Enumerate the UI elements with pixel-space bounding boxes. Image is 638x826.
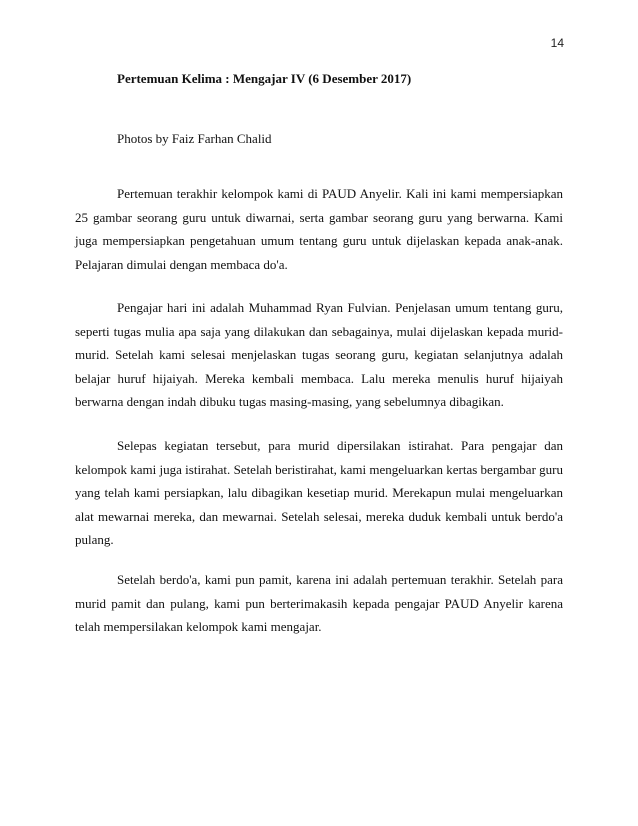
page-number: 14 bbox=[550, 36, 564, 50]
photo-credit: Photos by Faiz Farhan Chalid bbox=[117, 131, 272, 146]
paragraph-3: Selepas kegiatan tersebut, para murid dipersilakan istirahat. Para pengajar dan kelompok kami juga istirahat. Setelah beristirahat, kami mengeluarkan kertas bergambar guru yang telah kami persiapkan, lalu dibagikan kesetiap murid. Merekapun mulai mengeluarkan alat mewarnai mereka, dan mewarnai. Setelah selesai, mereka duduk kembali untuk berdo'a pulang. bbox=[75, 438, 563, 547]
paragraph-2: Pengajar hari ini adalah Muhammad Ryan Fulvian. Penjelasan umum tentang guru, seperti tugas mulia apa saja yang dilakukan dan sebagainya, mulai dijelaskan kepada murid-murid. Setelah kami selesai menjelaskan tugas seorang guru, kegiatan selanjutnya adalah belajar huruf hijaiyah. Mereka kembali membaca. Lalu mereka menulis huruf hijaiyah berwarna dengan indah dibuku tugas masing-masing, yang sebelumnya dibagikan. bbox=[75, 300, 563, 409]
section-heading: Pertemuan Kelima : Mengajar IV (6 Desember 2017) bbox=[117, 71, 412, 86]
paragraph-4: Setelah berdo'a, kami pun pamit, karena ini adalah pertemuan terakhir. Setelah para murid pamit dan pulang, kami pun berterimakasih kepada pengajar PAUD Anyelir karena telah mempersilakan kelompok kami mengajar. bbox=[75, 572, 563, 634]
paragraph-1: Pertemuan terakhir kelompok kami di PAUD Anyelir. Kali ini kami mempersiapkan 25 gambar seorang guru untuk diwarnai, serta gambar seorang guru yang berwarna. Kami juga mempersiapkan pengetahuan umum tentang guru untuk dijelaskan kepada anak-anak. Pelajaran dimulai dengan membaca do'a. bbox=[75, 186, 563, 272]
